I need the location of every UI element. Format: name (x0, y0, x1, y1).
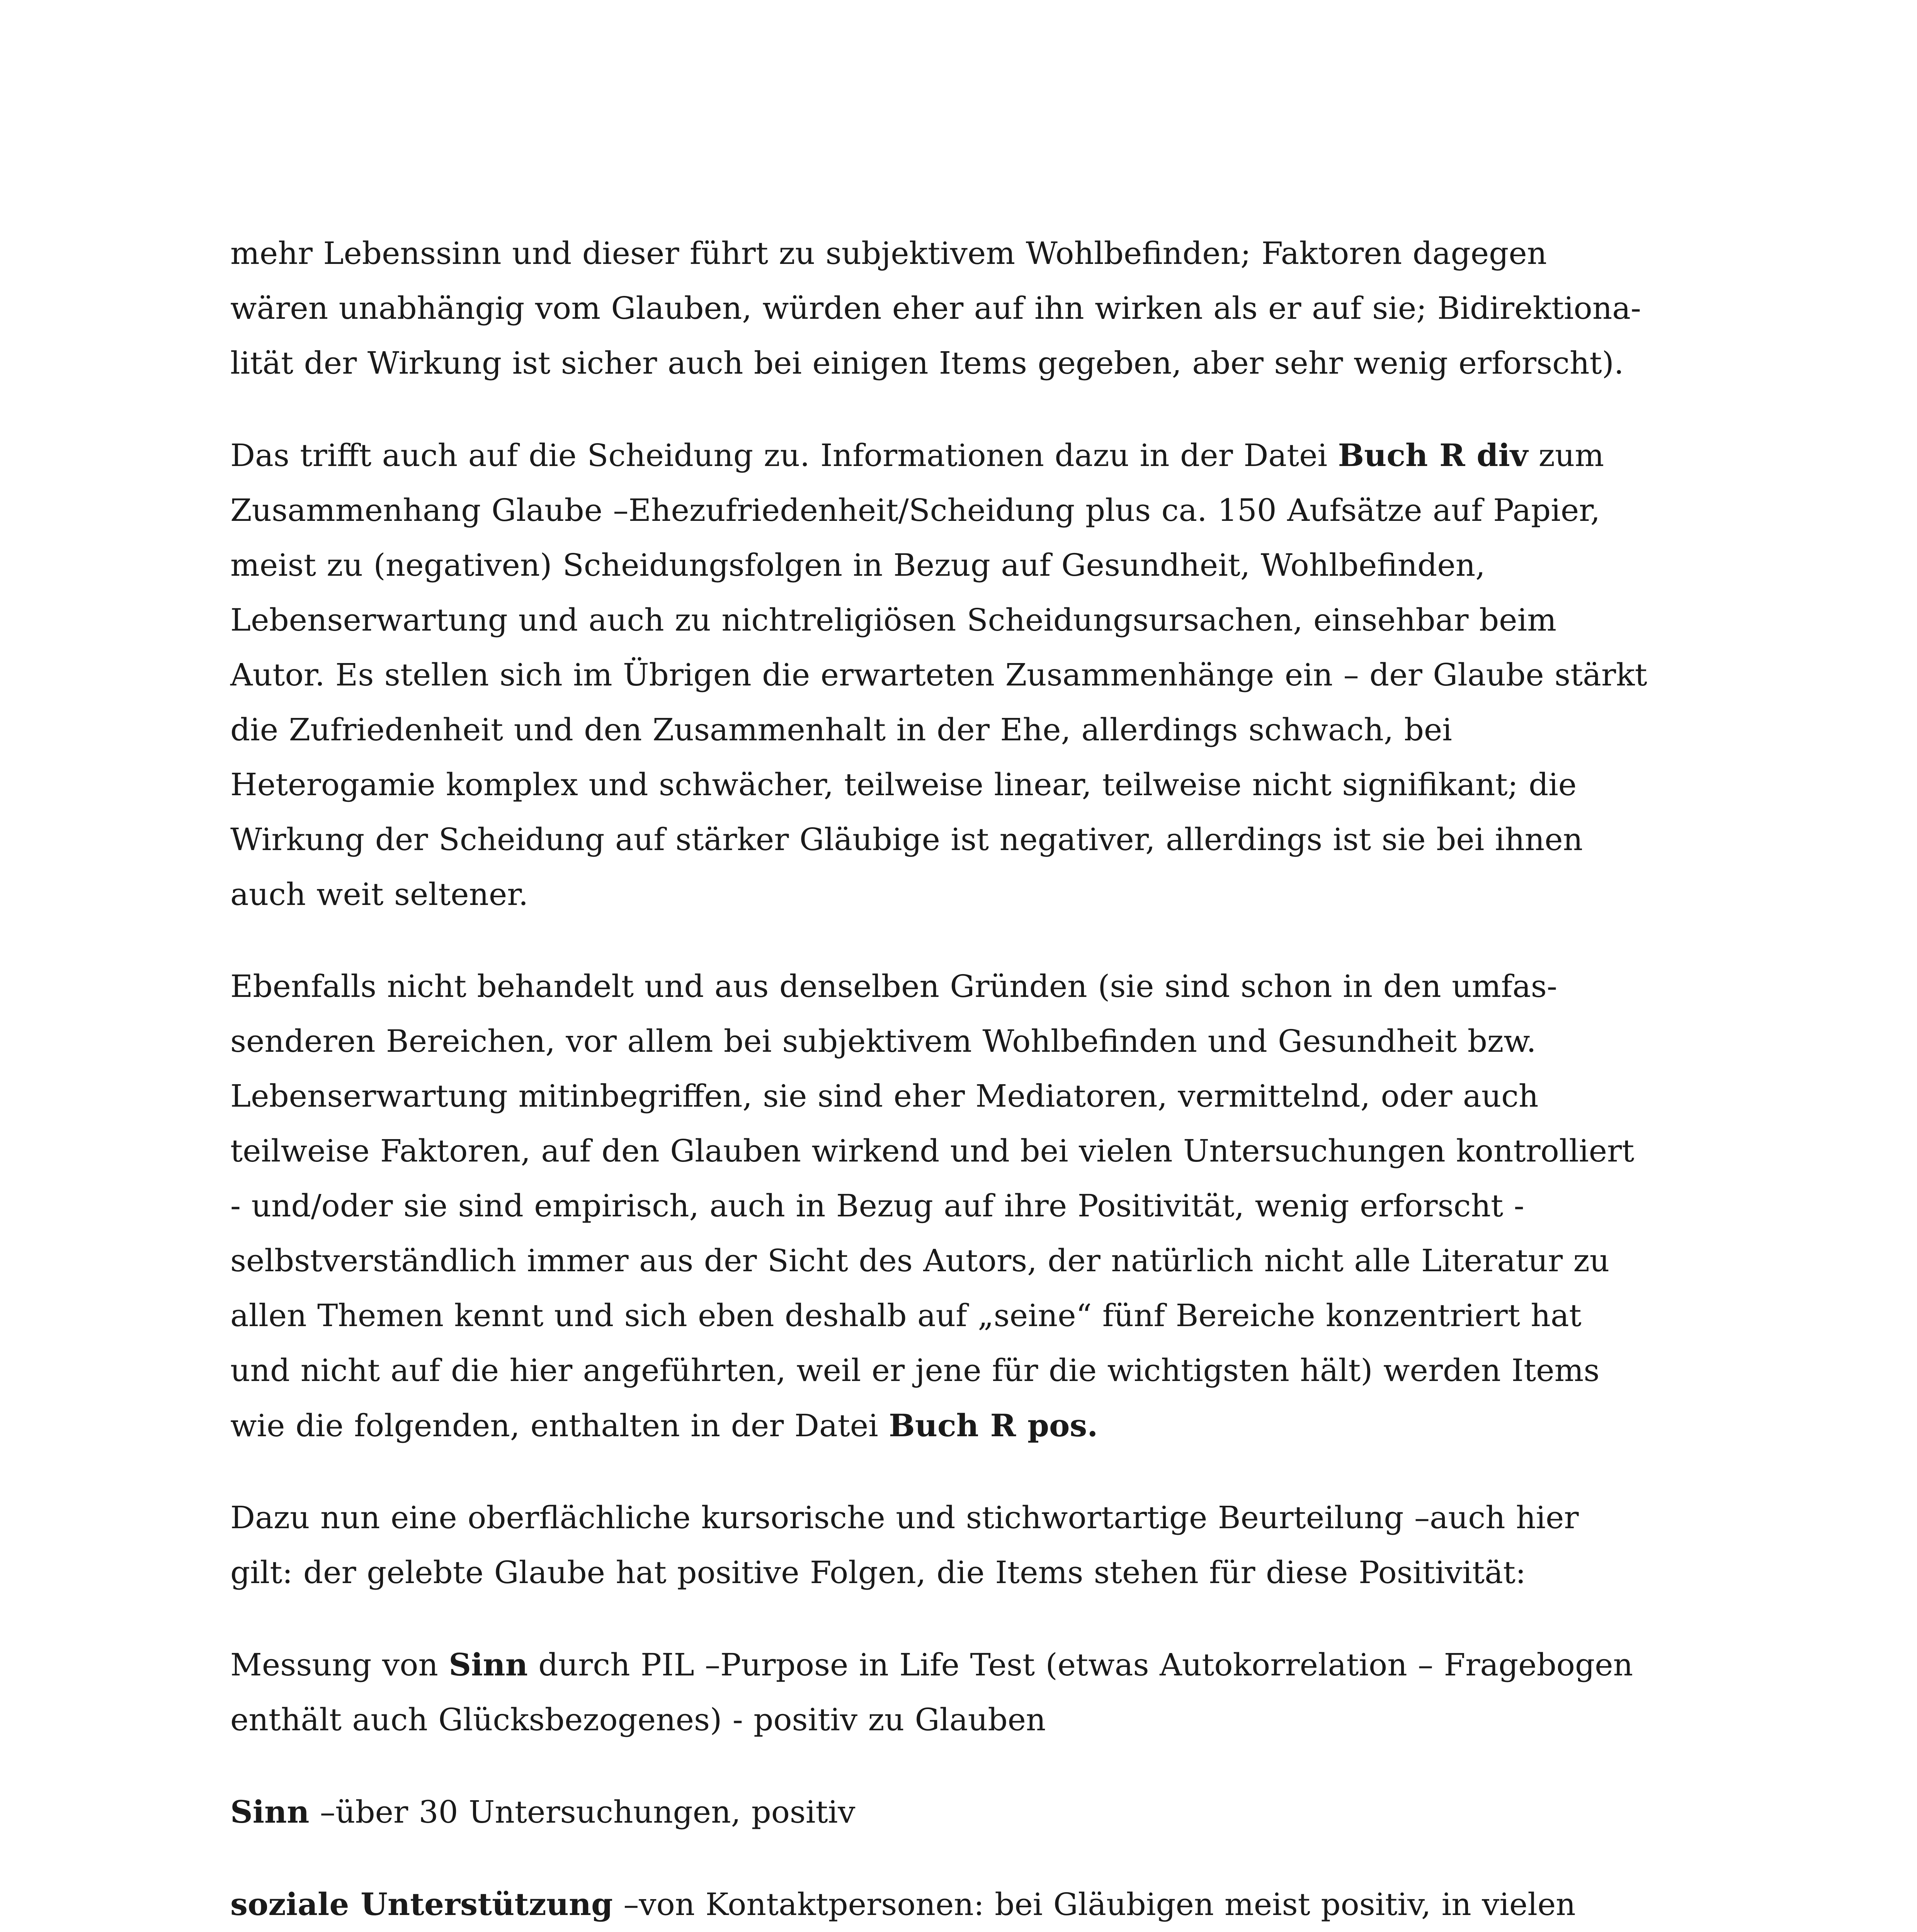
text-line (230, 1288, 1699, 1343)
text-line (230, 483, 1699, 538)
text-line (230, 1692, 1699, 1747)
text-line (230, 1637, 1699, 1692)
paragraph (230, 1784, 1699, 1840)
text-line (230, 1124, 1699, 1179)
text-line (230, 538, 1699, 593)
text-line (230, 757, 1699, 812)
text-line (230, 226, 1699, 281)
bold-text: Buch R div (1338, 437, 1528, 473)
text-segment: selbstverständlich immer aus der Sicht des Autors, der natürlich nicht alle Literatur zu (230, 1243, 1610, 1279)
text-line (230, 593, 1699, 648)
text-segment: durch PIL –Purpose in Life Test (etwas Autokorrelation – Fragebogen (527, 1647, 1633, 1683)
text-segment: auch weit seltener. (230, 876, 529, 912)
text-segment: wie die folgenden, enthalten in der Datei (230, 1408, 889, 1444)
text-segment: Zusammenhang Glaube –Ehezufriedenheit/Scheidung plus ca. 150 Aufsätze auf Papier, (230, 492, 1601, 528)
text-line (230, 1343, 1699, 1398)
text-line (230, 1545, 1699, 1600)
text-segment: Ebenfalls nicht behandelt und aus denselben Gründen (sie sind schon in den umfas- (230, 968, 1557, 1004)
paragraph (230, 959, 1699, 1453)
text-segment: Lebenserwartung und auch zu nichtreligiösen Scheidungsursachen, einsehbar beim (230, 602, 1556, 638)
text-line (230, 1233, 1699, 1288)
text-segment: Wirkung der Scheidung auf stärker Gläubige ist negativer, allerdings ist sie bei ihnen (230, 821, 1583, 857)
text-segment: Das trifft auch auf die Scheidung zu. Informationen dazu in der Datei (230, 437, 1338, 473)
text-segment: und nicht auf die hier angeführten, weil er jene für die wichtigsten hält) werden Items (230, 1352, 1600, 1388)
text-segment: allen Themen kennt und sich eben deshalb auf „seine“ fünf Bereiche konzentriert hat (230, 1298, 1582, 1333)
text-segment: –über 30 Untersuchungen, positiv (309, 1794, 856, 1830)
text-segment: zum (1528, 437, 1604, 473)
text-segment: Autor. Es stellen sich im Übrigen die erwarteten Zusammenhänge ein – der Glaube stärkt (230, 657, 1647, 693)
text-segment: –von Kontaktpersonen: bei Gläubigen meist positiv, in vielen (612, 1886, 1576, 1922)
text-segment: Messung von (230, 1647, 449, 1683)
text-line (230, 812, 1699, 867)
text-line (230, 702, 1699, 757)
text-segment: mehr Lebenssinn und dieser führt zu subjektivem Wohlbefinden; Faktoren dagegen (230, 235, 1547, 271)
text-line (230, 1398, 1699, 1453)
text-line (230, 867, 1699, 922)
text-line (230, 428, 1699, 483)
paragraph (230, 1877, 1699, 1932)
paragraph (230, 428, 1699, 922)
paragraph (230, 1490, 1699, 1600)
text-line (230, 959, 1699, 1014)
text-line (230, 1877, 1699, 1932)
text-line (230, 1069, 1699, 1124)
text-segment: Dazu nun eine oberflächliche kursorische und stichwortartige Beurteilung –auch hier (230, 1500, 1579, 1536)
bold-text: Sinn (230, 1794, 310, 1830)
text-line (230, 1784, 1699, 1840)
text-line (230, 1179, 1699, 1233)
text-segment: gilt: der gelebte Glaube hat positive Folgen, die Items stehen für diese Positivität: (230, 1554, 1526, 1590)
body-text (230, 226, 1699, 1932)
bold-text: Sinn (449, 1646, 528, 1683)
text-segment: meist zu (negativen) Scheidungsfolgen in Bezug auf Gesundheit, Wohlbefinden, (230, 547, 1485, 583)
paragraph (230, 226, 1699, 391)
text-segment: teilweise Faktoren, auf den Glauben wirkend und bei vielen Untersuchungen kontrolliert (230, 1133, 1635, 1169)
text-line (230, 1014, 1699, 1069)
text-segment: - und/oder sie sind empirisch, auch in Bezug auf ihre Positivität, wenig erforscht - (230, 1188, 1524, 1224)
text-segment: enthält auch Glücksbezogenes) - positiv zu Glauben (230, 1702, 1046, 1738)
paragraph (230, 1637, 1699, 1747)
text-line (230, 281, 1699, 336)
text-segment: die Zufriedenheit und den Zusammenhalt in der Ehe, allerdings schwach, bei (230, 712, 1452, 748)
text-segment: lität der Wirkung ist sicher auch bei einigen Items gegeben, aber sehr wenig erforscht). (230, 345, 1624, 381)
text-segment: wären unabhängig vom Glauben, würden eher auf ihn wirken als er auf sie; Bidirektiona- (230, 290, 1641, 326)
text-segment: senderen Bereichen, vor allem bei subjektivem Wohlbefinden und Gesundheit bzw. (230, 1023, 1536, 1059)
bold-text: soziale Unterstützung (230, 1886, 613, 1922)
text-line (230, 336, 1699, 391)
text-line (230, 1490, 1699, 1545)
text-segment: Lebenserwartung mitinbegriffen, sie sind eher Mediatoren, vermittelnd, oder auch (230, 1078, 1539, 1114)
text-segment: Heterogamie komplex und schwächer, teilweise linear, teilweise nicht signifikant; die (230, 767, 1577, 803)
text-line (230, 648, 1699, 702)
bold-text: Buch R pos. (889, 1407, 1098, 1444)
